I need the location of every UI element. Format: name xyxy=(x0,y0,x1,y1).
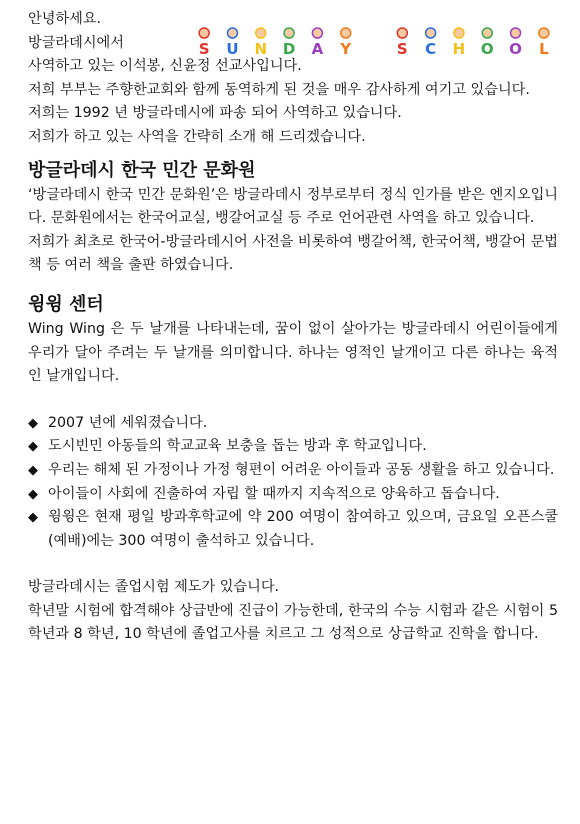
bullet-text: 아이들이 사회에 진출하여 자립 할 때까지 지속적으로 양육하고 돕습니다. xyxy=(48,485,500,502)
diamond-bullet-icon: ◆ xyxy=(28,415,38,431)
kid-head-icon xyxy=(539,28,549,38)
kid-head-icon xyxy=(312,28,322,38)
kid-head-icon xyxy=(341,28,351,38)
banner-art xyxy=(190,26,558,60)
intro-line-1: 안녕하세요. xyxy=(28,11,102,27)
banner-letter: S xyxy=(396,40,408,58)
bullet-text: 우리는 해체 된 가정이나 가정 형편이 어려운 아이들과 공동 생활을 하고 있습니다. xyxy=(48,461,555,478)
banner-letter: O xyxy=(509,40,522,58)
wingwing-paragraph: Wing Wing 은 두 날개를 나타내는데, 꿈이 없이 살아가는 방글라데시 어린이들에게 우리가 달아 주려는 두 날개를 의미합니다. 하나는 영적인 날개이고 다른 하나는 육적인 날개입니다. xyxy=(28,320,558,385)
section-heading-culture-center: 방글라데시 한국 민간 문화원 xyxy=(28,159,256,181)
kid-head-icon xyxy=(454,28,464,38)
kid-head-icon xyxy=(256,28,266,38)
bullet-item xyxy=(28,435,558,459)
banner-letter: C xyxy=(425,40,437,58)
intro-line-3: 사역하고 있는 이석봉, 신윤정 선교사입니다. xyxy=(28,58,302,75)
intro-line-2: 방글라데시에서 xyxy=(28,34,124,51)
kid-head-icon xyxy=(284,28,294,38)
kid-head-icon xyxy=(199,28,209,38)
diamond-bullet-icon: ◆ xyxy=(28,510,38,526)
banner-letter: L xyxy=(539,40,549,58)
banner-letter: A xyxy=(311,40,324,58)
closing-line-1: 방글라데시는 졸업시험 제도가 있습니다. xyxy=(28,579,280,596)
kid-head-icon xyxy=(511,28,521,38)
intro-line-6: 저희가 하고 있는 사역을 간략히 소개 해 드리겠습니다. xyxy=(28,128,366,145)
kid-head-icon xyxy=(482,28,492,38)
diamond-bullet-icon: ◆ xyxy=(28,439,38,455)
banner-letter: H xyxy=(452,40,466,58)
culture-center-paragraph-2: 저희가 최초로 한국어-방글라데시어 사전을 비롯하여 뱅갈어책, 한국어책, 뱅갈어 문법책 등 여러 책을 출판 하였습니다. xyxy=(28,233,558,274)
intro-line-4: 저희 부부는 주향한교회와 함께 동역하게 된 것을 매우 감사하게 여기고 있습니다. xyxy=(28,81,530,98)
banner-letter: N xyxy=(254,40,268,58)
diamond-bullet-icon: ◆ xyxy=(28,462,38,478)
banner-letter: U xyxy=(226,40,239,58)
bullet-item xyxy=(28,506,558,553)
bullet-item xyxy=(28,483,558,507)
closing-line-2: 학년말 시험에 합격해야 상급반에 진급이 가능한데, 한국의 수능 시험과 같은 시험이 5 학년과 8 학년, 10 학년에 졸업고사를 치르고 그 성적으로 상급학교 진학을 합니다. xyxy=(28,602,558,643)
intro-line-5: 저희는 1992 년 방글라데시에 파송 되어 사역하고 있습니다. xyxy=(28,105,402,122)
bullet-text: 윙윙은 현재 평일 방과후학교에 약 200 여명이 참여하고 있으며, 금요일 오픈스쿨(예배)에는 300 여명이 출석하고 있습니다. xyxy=(48,509,558,549)
blank-line xyxy=(28,389,558,412)
culture-center-paragraph-1: ‘방글라데시 한국 민간 문화원’은 방글라데시 정부로부터 정식 인가를 받은 엔지오입니다. 문화원에서는 한국어교실, 뱅갈어교실 등 주로 언어관련 사역을 하고 있습니다. xyxy=(28,186,558,227)
blank-line xyxy=(28,553,558,576)
sunday-school-banner xyxy=(190,26,558,60)
banner-letter: S xyxy=(198,40,210,58)
bullet-item xyxy=(28,412,558,436)
bullet-text: 도시빈민 아동들의 학교교육 보충을 돕는 방과 후 학교입니다. xyxy=(48,438,427,455)
bullet-item xyxy=(28,459,558,483)
bullet-text: 2007 년에 세워졌습니다. xyxy=(48,414,208,431)
banner-letter: Y xyxy=(340,40,352,58)
banner-letter: O xyxy=(480,40,494,58)
diamond-bullet-icon: ◆ xyxy=(28,486,38,502)
kid-head-icon xyxy=(227,28,237,38)
wingwing-bullet-list xyxy=(28,412,558,554)
section-heading-wingwing-center: 윙윙 센터 xyxy=(28,293,104,315)
banner-letter: D xyxy=(282,40,296,58)
kid-head-icon xyxy=(426,28,436,38)
kid-head-icon xyxy=(397,28,407,38)
